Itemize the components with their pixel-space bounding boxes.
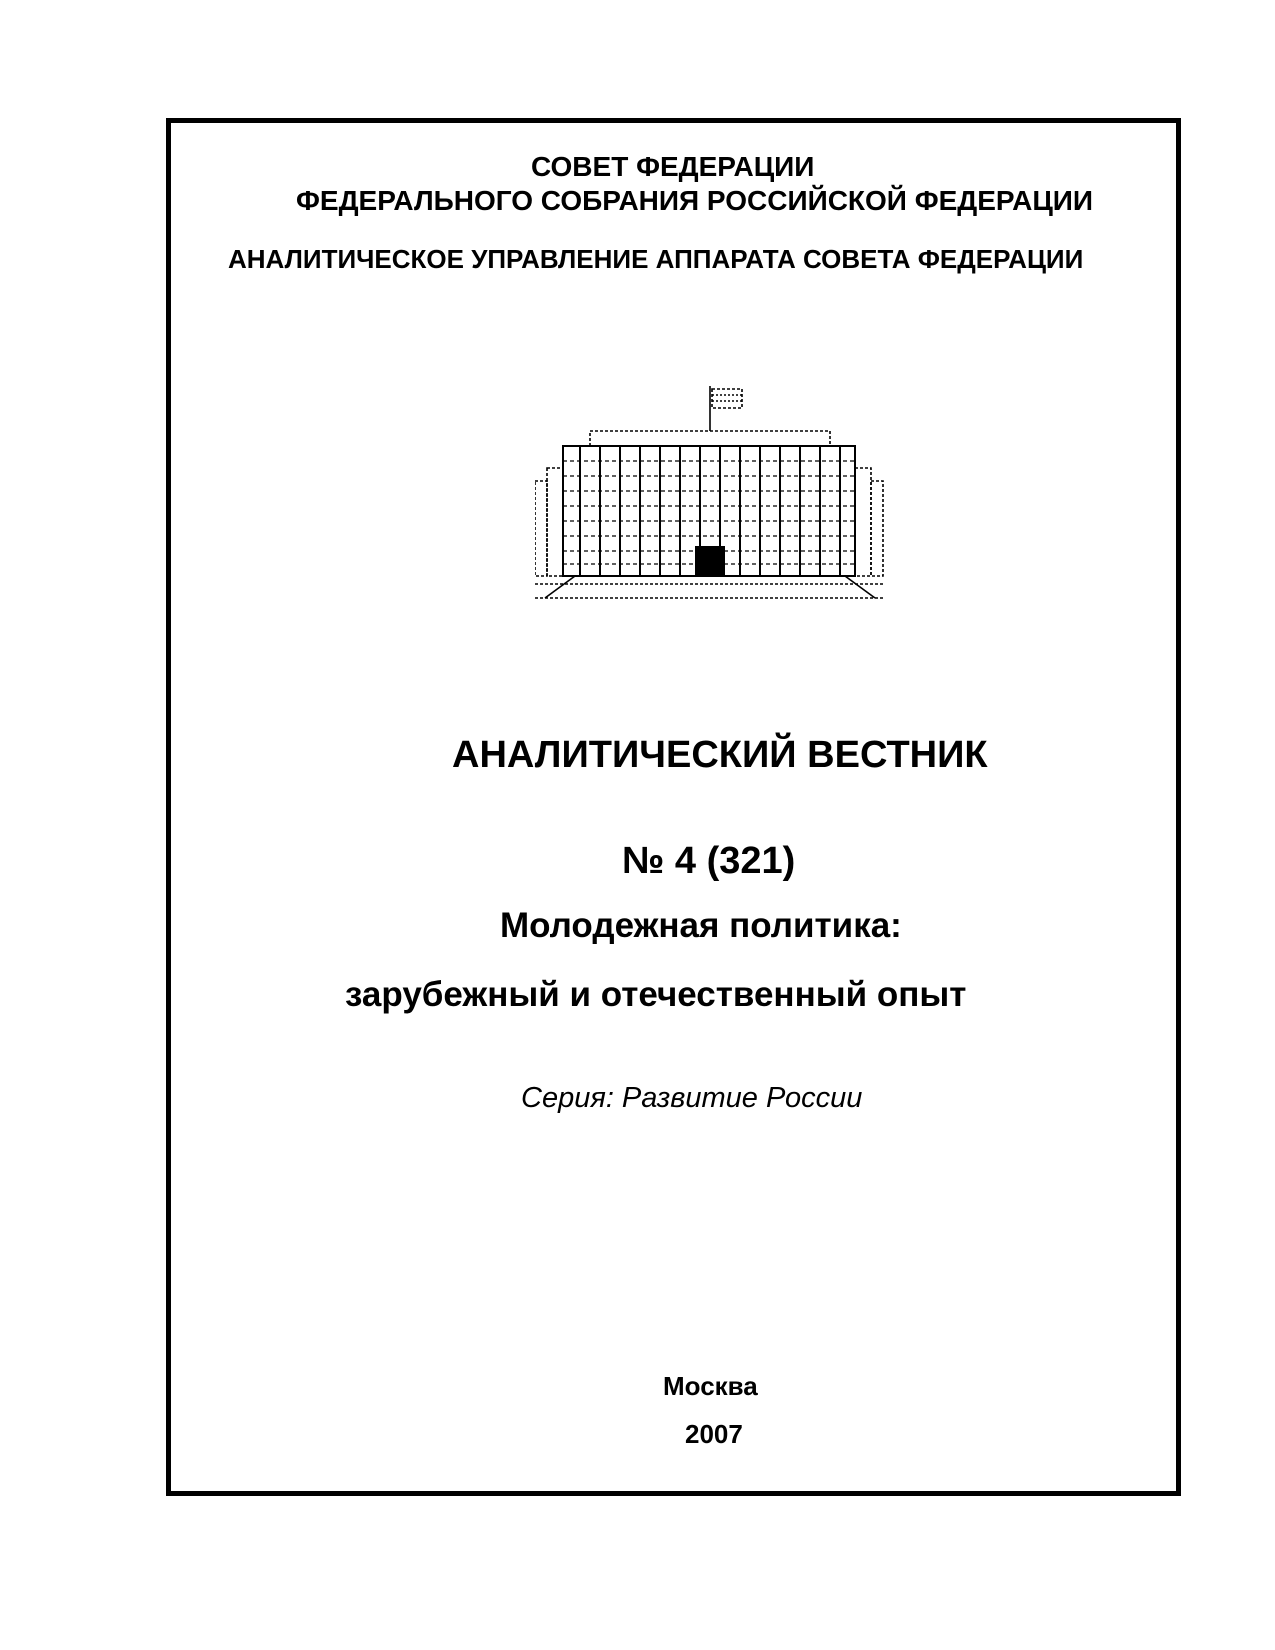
publication-title: АНАЛИТИЧЕСКИЙ ВЕСТНИК: [452, 734, 988, 776]
issue-number: № 4 (321): [622, 840, 796, 882]
series-name: Серия: Развитие России: [521, 1082, 863, 1114]
department-name: АНАЛИТИЧЕСКОЕ УПРАВЛЕНИЕ АППАРАТА СОВЕТА ФЕДЕРАЦИИ: [228, 244, 1084, 274]
publication-city: Москва: [663, 1371, 758, 1401]
cover-border: [166, 118, 1181, 1496]
publication-year: 2007: [685, 1419, 743, 1449]
organization-name: СОВЕТ ФЕДЕРАЦИИ: [531, 151, 815, 182]
organization-full-name: ФЕДЕРАЛЬНОГО СОБРАНИЯ РОССИЙСКОЙ ФЕДЕРАЦИИ: [296, 185, 1094, 216]
subtitle-line-2: зарубежный и отечественный опыт: [345, 975, 967, 1014]
subtitle-line-1: Молодежная политика:: [500, 906, 902, 945]
federation-council-building-icon: [535, 386, 885, 611]
